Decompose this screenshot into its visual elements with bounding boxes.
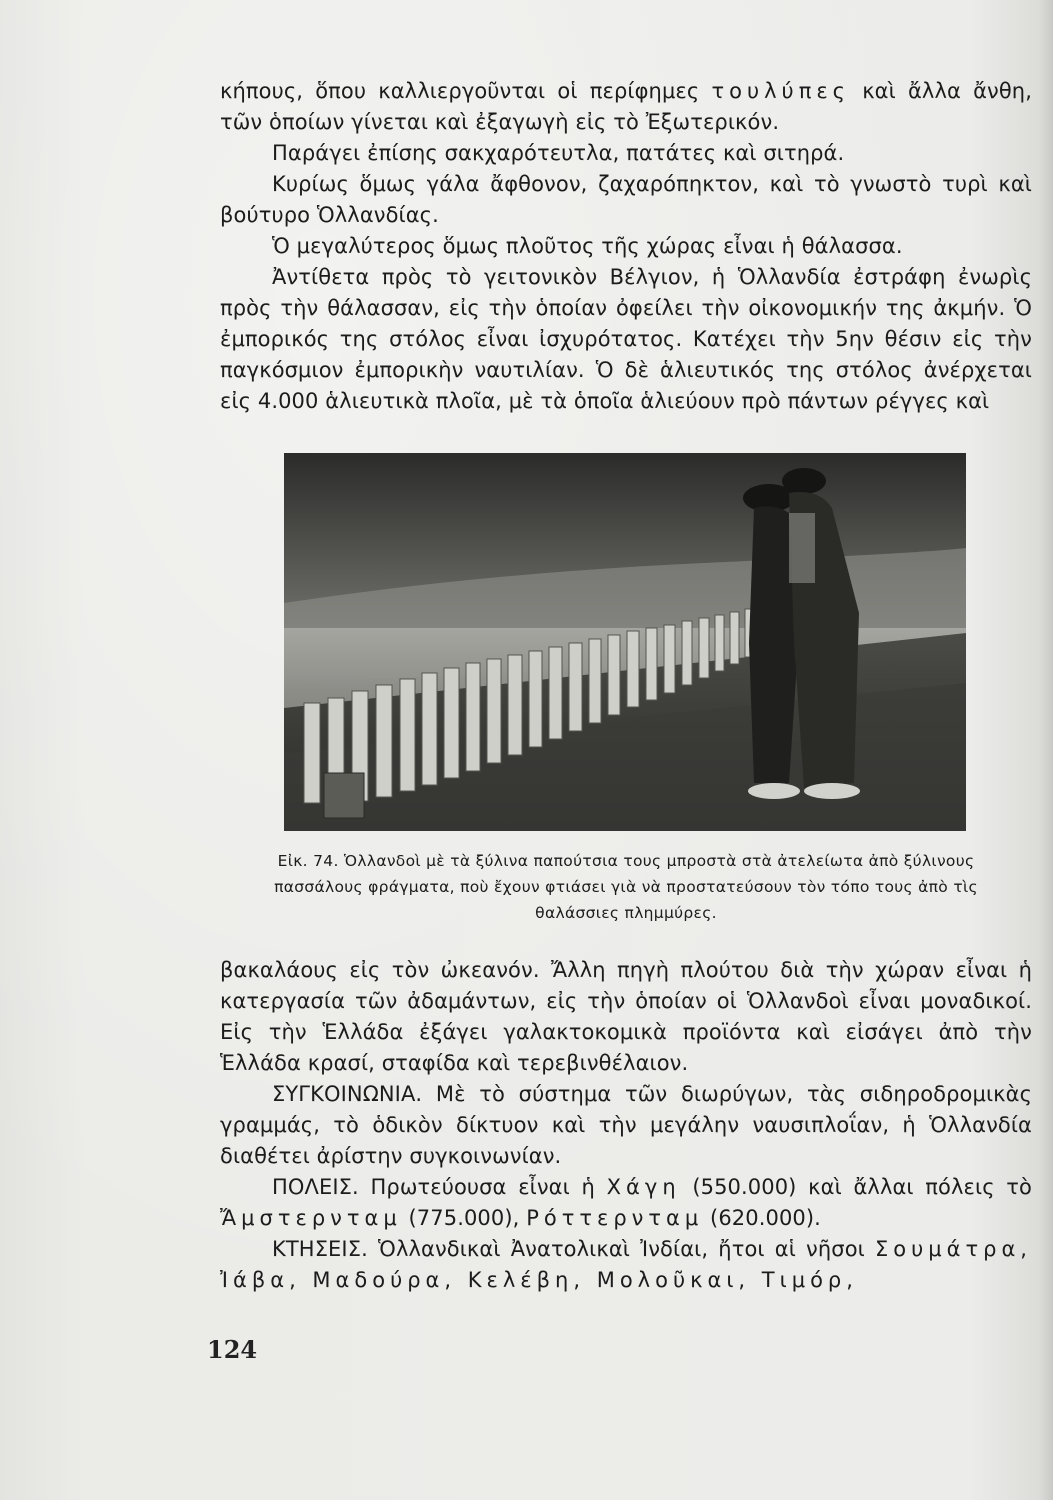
top-paragraph-2: Παράγει ἐπίσης σακχαρότευτλα, πατάτες καὶ σιτηρά. (272, 141, 845, 165)
figure-photo-dutchmen-by-sea-defenses (284, 453, 966, 831)
city-hague: Χάγη (606, 1175, 681, 1199)
basket-object (324, 773, 364, 818)
possessions-paragraph (220, 1234, 1032, 1296)
caption-text: Ὁλλανδοὶ μὲ τὰ ξύλινα παπούτσια τους μπροστὰ στὰ ἀτελείωτα ἀπὸ ξύλινους πασσάλους φράγματα, ποὺ ἔχουν φτιάσει γιὰ νὰ προστατεύσουν τὸν τόπο τους ἀπὸ τὶς θαλάσσιες πλημμύρες. (274, 852, 978, 922)
top-p1-rest: καὶ ἄλλα ἄνθη, τῶν ὁποίων γίνεται καὶ ἐξαγωγὴ εἰς τὸ Ἐξωτερικόν. (220, 79, 1032, 134)
communications-heading: ΣΥΓΚΟΙΝΩΝΙΑ. (272, 1082, 423, 1106)
top-p1-line: κήπους, ὅπου καλλιεργοῦνται οἱ περίφημες (220, 79, 700, 103)
page-number: 124 (207, 1335, 258, 1364)
top-paragraph-5: Ἀντίθετα πρὸς τὸ γειτονικὸν Βέλγιον, ἡ Ὁλλανδία ἐστράφη ἐνωρὶς πρὸς τὴν θάλασσαν, εἰς τὴν ὁποίαν ὀφείλει τὴν οἰκονομικήν της ἀκμήν. Ὁ ἐμπορικός της στόλος εἶναι ἰσχυρότατος. Κατέχει τὴν 5ην θέσιν εἰς τὴν παγκόσμιον ἐμπορικὴν ναυτιλίαν. Ὁ δὲ ἁλιευτικός της στόλος ἀνέρχεται εἰς 4.000 ἁλιευτικὰ πλοῖα, μὲ τὰ ὁποῖα ἁλιεύουν πρὸ πάντων ρέγγες καὶ (220, 265, 1032, 413)
possessions-heading: ΚΤΗΣΕΙΣ. (272, 1237, 368, 1261)
city-rotterdam: Ρόττερνταμ (526, 1206, 704, 1230)
top-paragraph-1 (220, 76, 1032, 138)
islands-list: Σουμάτρα, Ἰάβα, Μαδούρα, Κελέβη, Μολοῦκαι, Τιμόρ, (220, 1237, 1032, 1292)
city-amsterdam: Ἄμστερνταμ (220, 1206, 402, 1230)
top-text-block (220, 76, 1032, 417)
communications-text: Μὲ τὸ σύστημα τῶν διωρύγων, τὰς σιδηροδρομικὰς γραμμάς, τὸ ὁδικὸν δίκτυον καὶ τὴν μεγάλην ναυσιπλοΐαν, ἡ Ὁλλανδία διαθέτει ἀρίστην συγκοινωνίαν. (220, 1082, 1032, 1168)
top-paragraph-4: Ὁ μεγαλύτερος ὅμως πλοῦτος τῆς χώρας εἶναι ἡ θάλασσα. (272, 234, 903, 258)
photo-illustration (284, 453, 966, 831)
communications-paragraph (220, 1079, 1032, 1172)
figure-caption (266, 848, 986, 926)
cities-text-c: (775.000), (408, 1206, 520, 1230)
caption-label: Εἰκ. 74. (277, 852, 339, 870)
cities-text-a: Πρωτεύουσα εἶναι ἡ (370, 1175, 595, 1199)
bottom-text-block (220, 955, 1032, 1296)
tulips-word: τουλύπες (711, 79, 851, 103)
cities-text-d: (620.000). (710, 1206, 821, 1230)
cities-heading: ΠΟΛΕΙΣ. (272, 1175, 359, 1199)
page-edge-shadow (1039, 0, 1053, 1500)
bottom-paragraph-1: βακαλάους εἰς τὸν ὠκεανόν. Ἄλλη πηγὴ πλούτου διὰ τὴν χώραν εἶναι ἡ κατεργασία τῶν ἀδαμάντων, εἰς τὴν ὁποίαν οἱ Ὁλλανδοὶ εἶναι μοναδικοί. Εἰς τὴν Ἑλλάδα ἐξάγει γαλακτοκομικὰ προϊόντα καὶ εἰσάγει ἀπὸ τὴν Ἑλλάδα κρασί, σταφίδα καὶ τερεβινθέλαιον. (220, 958, 1032, 1075)
cities-paragraph (220, 1172, 1032, 1234)
top-paragraph-3: Κυρίως ὅμως γάλα ἄφθονον, ζαχαρόπηκτον, καὶ τὸ γνωστὸ τυρὶ καὶ βούτυρο Ὁλλανδίας. (220, 172, 1032, 227)
cities-text-b: (550.000) καὶ ἄλλαι πόλεις τὸ (692, 1175, 1033, 1199)
possessions-text: Ὁλλανδικαὶ Ἀνατολικαὶ Ἰνδίαι, ἤτοι αἱ νῆσοι (378, 1237, 865, 1261)
